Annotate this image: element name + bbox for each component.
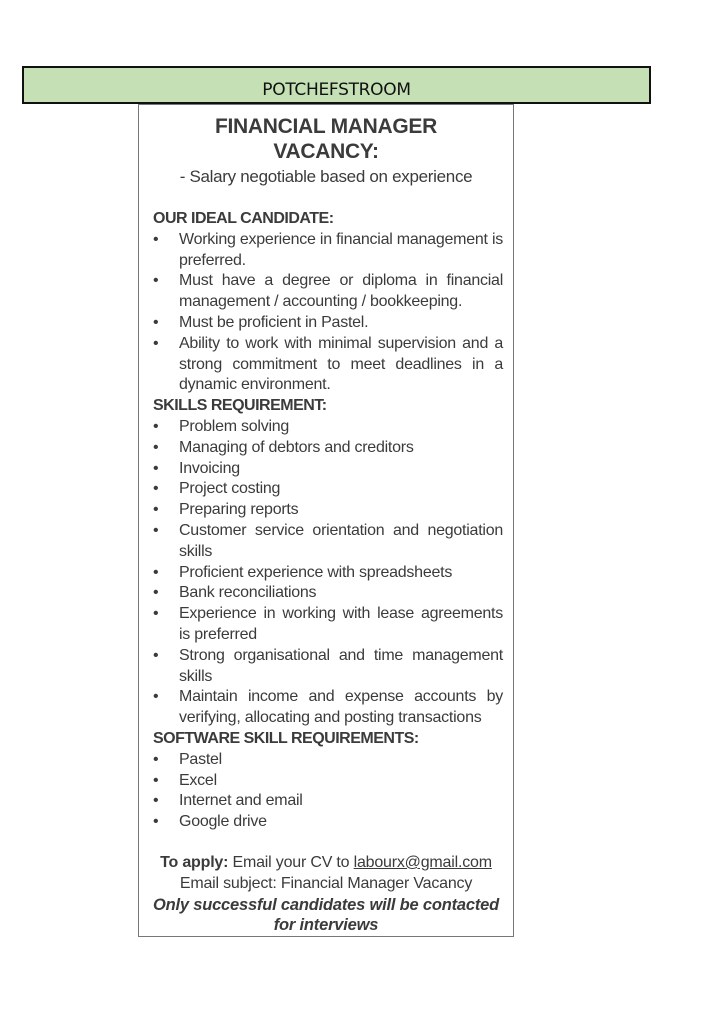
list-item	[153, 771, 503, 792]
email-link[interactable]: labourx@gmail.com	[353, 853, 492, 871]
requirement-list	[153, 230, 503, 396]
list-item	[153, 438, 503, 459]
list-item-text: Bank reconciliations	[179, 584, 317, 602]
requirement-list	[153, 750, 503, 833]
requirement-list	[153, 417, 503, 729]
list-item-text: Invoicing	[179, 459, 240, 477]
list-item-text: Must have a degree or diploma in financial management / accounting / bookkeeping.	[179, 272, 503, 311]
list-item	[153, 313, 503, 334]
bullet-icon: •	[153, 750, 159, 768]
location-banner	[22, 66, 651, 104]
list-item-text: Excel	[179, 771, 217, 789]
section-heading: SKILLS REQUIREMENT:	[153, 397, 327, 415]
bullet-icon: •	[153, 438, 159, 456]
list-item	[153, 417, 503, 438]
list-item-text: Managing of debtors and creditors	[179, 438, 414, 456]
bullet-icon: •	[153, 563, 159, 581]
list-item-text: Google drive	[179, 813, 267, 831]
list-item	[153, 687, 503, 729]
list-item-text: Internet and email	[179, 792, 303, 810]
list-item-text: Preparing reports	[179, 501, 299, 519]
list-item	[153, 271, 503, 313]
salary-note: - Salary negotiable based on experience	[179, 167, 473, 186]
bullet-icon: •	[153, 688, 159, 706]
job-title	[139, 114, 513, 164]
apply-info	[139, 853, 513, 936]
bullet-icon: •	[153, 313, 159, 331]
list-item-text: Strong organisational and time management skills	[179, 646, 503, 685]
list-item	[153, 500, 503, 521]
list-item	[153, 750, 503, 771]
list-item-text: Must be proficient in Pastel.	[179, 313, 369, 331]
bullet-icon: •	[153, 521, 159, 539]
bullet-icon: •	[153, 501, 159, 519]
bullet-icon: •	[153, 230, 159, 248]
list-item	[153, 334, 503, 396]
apply-label: To apply:	[160, 853, 229, 871]
list-item	[153, 521, 503, 563]
list-item-text: Problem solving	[179, 417, 290, 435]
section-heading: SOFTWARE SKILL REQUIREMENTS:	[153, 729, 419, 747]
bullet-icon: •	[153, 792, 159, 810]
location-label: POTCHEFSTROOM	[262, 80, 411, 100]
bullet-icon: •	[153, 480, 159, 498]
list-item	[153, 646, 503, 688]
bullet-icon: •	[153, 605, 159, 623]
bullet-icon: •	[153, 646, 159, 664]
list-item-text: Maintain income and expense accounts by verifying, allocating and posting transactions	[179, 688, 503, 727]
list-item-text: Customer service orientation and negotiation skills	[179, 521, 503, 560]
job-title-line-1: FINANCIAL MANAGER	[214, 115, 437, 138]
list-item	[153, 563, 503, 584]
list-item-text: Ability to work with minimal supervision and a strong commitment to meet deadlines in a dynamic environment.	[179, 334, 503, 394]
list-item	[153, 479, 503, 500]
bullet-icon: •	[153, 584, 159, 602]
list-item-text: Project costing	[179, 480, 281, 498]
bullet-icon: •	[153, 459, 159, 477]
apply-text: Email your CV to	[228, 853, 354, 871]
list-item	[153, 812, 503, 833]
list-item	[153, 791, 503, 812]
email-subject: Email subject: Financial Manager Vacancy	[179, 874, 473, 892]
bullet-icon: •	[153, 272, 159, 290]
list-item-text: Experience in working with lease agreements is preferred	[179, 605, 503, 643]
list-item	[153, 230, 503, 272]
list-item	[153, 459, 503, 480]
requirements	[139, 209, 513, 833]
notice-line-1: Only successful candidates will be contacted	[152, 895, 500, 914]
bullet-icon: •	[153, 771, 159, 789]
list-item	[153, 604, 503, 646]
section-heading: OUR IDEAL CANDIDATE:	[153, 210, 334, 227]
list-item	[153, 583, 503, 604]
apply-line	[139, 853, 513, 874]
notice-line-2: for interviews	[273, 916, 379, 935]
job-title-line-2: VACANCY:	[273, 140, 379, 163]
bullet-icon: •	[153, 334, 159, 352]
job-advert	[138, 104, 514, 937]
list-item-text: Working experience in financial management is preferred.	[179, 230, 503, 269]
bullet-icon: •	[153, 813, 159, 831]
list-item-text: Proficient experience with spreadsheets	[179, 563, 453, 581]
list-item-text: Pastel	[179, 750, 222, 768]
bullet-icon: •	[153, 417, 159, 435]
